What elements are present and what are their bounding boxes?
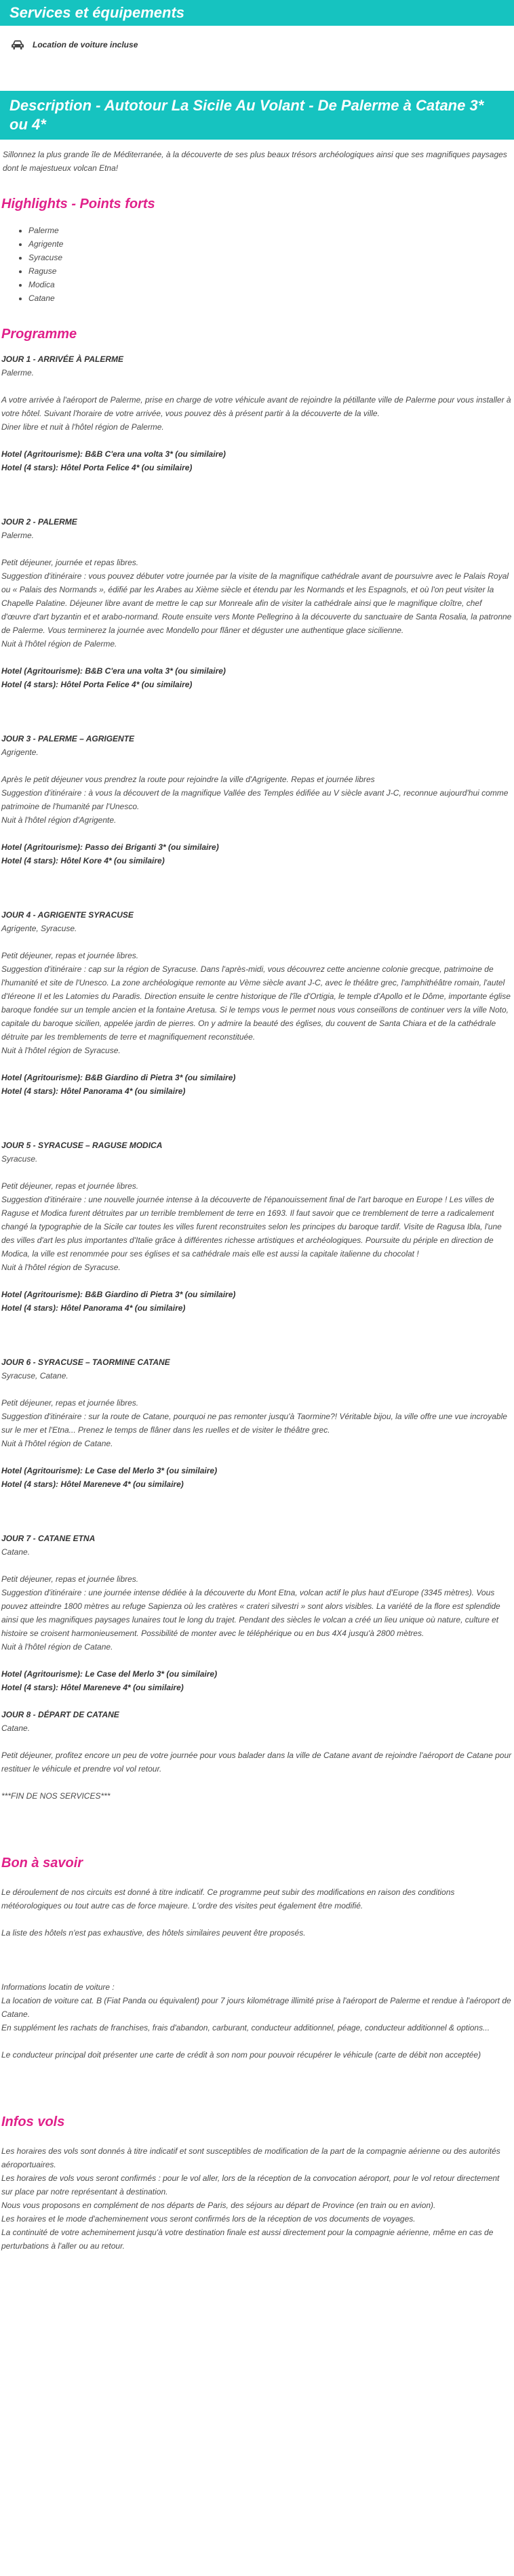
- day-title: JOUR 6 - SYRACUSE – TAORMINE CATANE: [1, 1357, 170, 1367]
- content: [0, 148, 514, 2253]
- list-item: • Modica: [28, 278, 513, 291]
- programme-heading: Programme: [1, 327, 77, 342]
- day-place: Syracuse, Catane.: [1, 1371, 68, 1381]
- day-spacer: [1, 474, 513, 502]
- service-item: [11, 37, 514, 53]
- programme-end: ***FIN DE NOS SERVICES***: [1, 1791, 111, 1801]
- day-hotels: [1, 1667, 513, 1694]
- programme-day: [1, 732, 513, 867]
- day-title: JOUR 4 - AGRIGENTE SYRACUSE: [1, 910, 134, 920]
- bon-a-savoir-p4: Le conducteur principal doit présenter une carte de crédit à son nom pour pouvoir récupérer le véhicule (carte de débit non acceptée): [1, 2050, 481, 2060]
- day-description: Petit déjeuner, profitez encore un peu de votre journée pour vous balader dans la ville de Catane avant de rejoindre l'aéroport de Catane pour restituer le véhicule et prendre vol vol retour.: [1, 1751, 512, 1774]
- day-description: Après le petit déjeuner vous prendrez la route pour rejoindre la ville d'Agrigente. Repas et journée libres Suggestion d'itinéraire : à vous la découvert de la magnifique Vallée des Temples édifiée au V siècle avant J-C, reconnue aujourd'hui comme patrimoine de l'humanité par l'Unesco. Nuit à l'hôtel région d'Agrigente.: [1, 775, 509, 825]
- hotel-agritourisme: Hotel (Agritourisme): Le Case del Merlo 3* (ou similaire): [1, 1669, 218, 1679]
- day-place: Agrigente, Syracuse.: [1, 924, 77, 933]
- hotel-agritourisme: Hotel (Agritourisme): B&B Giardino di Pietra 3* (ou similaire): [1, 1073, 236, 1082]
- hotel-agritourisme: Hotel (Agritourisme): Le Case del Merlo 3* (ou similaire): [1, 1466, 218, 1475]
- day-title: JOUR 3 - PALERME – AGRIGENTE: [1, 734, 135, 743]
- day-place: Syracuse.: [1, 1154, 38, 1164]
- services-heading: Services et équipements: [0, 0, 514, 26]
- programme-day: [1, 515, 513, 691]
- hotel-4-stars: Hotel (4 stars): Hôtel Panorama 4* (ou similaire): [1, 1086, 186, 1096]
- day-title: JOUR 7 - CATANE ETNA: [1, 1534, 96, 1543]
- day-place: Palerme.: [1, 368, 35, 377]
- day-description: Petit déjeuner, repas et journée libres. Suggestion d'itinéraire : une journée intense dédiée à la découverte du Mont Etna, volcan actif le plus haut d'Europe (3345 mètres). Vous pouvez atteindre 1800 mètres au refuge Sapienza où les cratères « crateri silvestri » sont alors visibles. La variété de la flore est splendide ainsi que les magnifiques paysages lunaires tout le long du trajet. Pendant des siècles le volcan a créé un lieu unique où nature, culture et histoire se croisent harmonieusement. Possibilité de monter avec le téléphérique ou en bus 4X4 jusqu'à 2800 mètres. Nuit à l'hôtel région de Catane.: [1, 1574, 500, 1652]
- list-item: • Catane: [28, 291, 513, 305]
- list-item: • Syracuse: [28, 251, 513, 264]
- day-spacer: [1, 867, 513, 895]
- day-spacer: [1, 691, 513, 718]
- programme-day: [1, 1355, 513, 1491]
- hotel-agritourisme: Hotel (Agritourisme): B&B Giardino di Pietra 3* (ou similaire): [1, 1290, 236, 1299]
- infos-vols-p1: Les horaires des vols sont donnés à titre indicatif et sont susceptibles de modification de la part de la compagnie aérienne ou des autorités aéroportuaires. Les horaires de vols vous seront confirmés : pour le vol aller, lors de la réception de la convocation aéroport, pour le vol retour directement sur place par notre représentant à destination. Nous vous proposons en complément de nos départs de Paris, des séjours au départ de Province (en train ou en avion). Les horaires et le mode d'acheminement vous seront confirmés lors de la réception de vos documents de voyages. La continuité de votre acheminement jusqu'à votre destination finale est aussi directement pour la compagnie aérienne, même en cas de perturbations à l'aller ou au retour.: [1, 2146, 500, 2251]
- description-heading: Description - Autotour La Sicile Au Volant - De Palerme à Catane 3* ou 4*: [0, 91, 514, 140]
- car-icon: [11, 38, 24, 52]
- bon-a-savoir-p3: Informations locatin de voiture : La location de voiture cat. B (Fiat Panda ou équivalent) pour 7 jours kilométrage illimité prise à l'aéroport de Palerme et rendue à l'aéroport de Catane. En supplément les rachats de franchises, frais d'abandon, carburant, conducteur additionnel, péage, conducteur additionnel & options...: [1, 1982, 511, 2032]
- bon-a-savoir-heading: Bon à savoir: [1, 1856, 83, 1870]
- hotel-4-stars: Hotel (4 stars): Hôtel Panorama 4* (ou similaire): [1, 1303, 186, 1313]
- programme-day: [1, 352, 513, 474]
- bon-a-savoir-p2: La liste des hôtels n'est pas exhaustive, des hôtels similaires peuvent être proposés.: [1, 1928, 306, 1938]
- programme-day: [1, 908, 513, 1098]
- day-hotels: [1, 1464, 513, 1491]
- day-hotels: [1, 1288, 513, 1315]
- day-description: Petit déjeuner, repas et journée libres. Suggestion d'itinéraire : sur la route de Catane, pourquoi ne pas remonter jusqu'à Taormine?! Véritable bijou, la ville offre une vue incroyable sur le mer et l'Etna... Prenez le temps de flâner dans les ruelles et de visiter le théâtre grec. Nuit à l'hôtel région de Catane.: [1, 1398, 507, 1448]
- list-item: • Palerme: [28, 224, 513, 237]
- programme-day: [1, 1139, 513, 1315]
- programme-day: [1, 1532, 513, 1694]
- highlights-list: [1, 224, 513, 305]
- day-place: Catane.: [1, 1547, 31, 1557]
- day-description: Petit déjeuner, journée et repas libres. Suggestion d'itinéraire : vous pouvez débuter votre journée par la visite de la magnifique cathédrale avant de poursuivre avec le Palais Royal ou « Palais des Normands », édifié par les Arabes au Xième siècle et étendu par les Normands et les Espagnols, et où l'on peut visiter la Chapelle Palatine. Déjeuner libre avant de mettre le cap sur Monreale afin de visiter la cathédrale ainsi que le magnifique cloître, chef d'œuvre d'art byzantin et et arabo-normand. Route ensuite vers Monte Pellegrino à la découverte du sanctuaire de Santa Rosalia, la patronne de Palerme. Vous terminerez la journée avec Mondello pour flâner et déguster une authentique glace sicilienne. Nuit à l'hôtel région de Palerme.: [1, 558, 512, 649]
- hotel-4-stars: Hotel (4 stars): Hôtel Kore 4* (ou similaire): [1, 856, 165, 865]
- programme-days: [1, 352, 513, 1776]
- day-spacer: [1, 1315, 513, 1342]
- day-place: Agrigente.: [1, 748, 39, 757]
- list-item: • Raguse: [28, 264, 513, 278]
- list-item: • Agrigente: [28, 237, 513, 251]
- hotel-4-stars: Hotel (4 stars): Hôtel Mareneve 4* (ou similaire): [1, 1683, 184, 1692]
- day-place: Palerme.: [1, 531, 35, 540]
- day-hotels: [1, 840, 513, 867]
- day-spacer: [1, 1491, 513, 1518]
- day-place: Catane.: [1, 1723, 31, 1733]
- day-hotels: [1, 664, 513, 691]
- hotel-agritourisme: Hotel (Agritourisme): Passo dei Briganti 3* (ou similaire): [1, 842, 219, 852]
- infos-vols-heading: Infos vols: [1, 2114, 65, 2129]
- hotel-agritourisme: Hotel (Agritourisme): B&B C'era una volta 3* (ou similaire): [1, 449, 226, 459]
- highlights-heading: Highlights - Points forts: [1, 197, 155, 211]
- day-hotels: [1, 447, 513, 474]
- hotel-4-stars: Hotel (4 stars): Hôtel Porta Felice 4* (ou similaire): [1, 463, 193, 472]
- programme-day: [1, 1708, 513, 1776]
- hotel-4-stars: Hotel (4 stars): Hôtel Porta Felice 4* (ou similaire): [1, 680, 193, 689]
- day-title: JOUR 1 - ARRIVÉE À PALERME: [1, 354, 124, 364]
- day-spacer: [1, 1098, 513, 1125]
- day-description: A votre arrivée à l'aéroport de Palerme, prise en charge de votre véhicule avant de rejoindre la pétillante ville de Palerme pour vous installer à votre hôtel. Suivant l'horaire de votre arrivée, vous pouvez dès à présent partir à la découverte de la ville. Diner libre et nuit à l'hôtel région de Palerme.: [1, 395, 511, 432]
- hotel-4-stars: Hotel (4 stars): Hôtel Mareneve 4* (ou similaire): [1, 1479, 184, 1489]
- day-title: JOUR 5 - SYRACUSE – RAGUSE MODICA: [1, 1141, 163, 1150]
- day-hotels: [1, 1071, 513, 1098]
- hotel-agritourisme: Hotel (Agritourisme): B&B C'era una volta 3* (ou similaire): [1, 666, 226, 676]
- day-description: Petit déjeuner, repas et journée libres. Suggestion d'itinéraire : une nouvelle journée intense à la découverte de l'épanouissement final de l'art baroque en Europe ! Les villes de Raguse et Modica furent détruites par un terrible tremblement de terre en 1693. Il faut savoir que ce tremblement de terre a radicalement changé la typographie de la Sicile car toutes les villes furent reconstruites selon les principes du baroque tardif. Visite de Ragusa Ibla, l'une des villes d'art les plus importantes d'Italie grâce à différentes richesse artistiques et archéologiques. Poursuite du périple en direction de Modica, la ville est renommée pour ses églises et sa cathédrale mais elle est aussi la capitale italienne du chocolat ! Nuit à l'hôtel région de Syracuse.: [1, 1181, 502, 1272]
- day-title: JOUR 8 - DÉPART DE CATANE: [1, 1710, 119, 1719]
- day-title: JOUR 2 - PALERME: [1, 517, 77, 527]
- description-intro: Sillonnez la plus grande île de Méditerranée, à la découverte de ses plus beaux trésors archéologiques ainsi que ses magnifiques paysages dont le majestueux volcan Etna!: [3, 150, 507, 173]
- bon-a-savoir-p1: Le déroulement de nos circuits est donné à titre indicatif. Ce programme peut subir des modifications en raison des conditions météorologiques ou tout autre cas de force majeure. L'ordre des visites peut également être modifié.: [1, 1887, 455, 1910]
- service-label-car-rental: Location de voiture incluse: [33, 40, 138, 49]
- day-description: Petit déjeuner, repas et journée libres. Suggestion d'itinéraire : cap sur la région de Syracuse. Dans l'après-midi, vous découvrez cette ancienne colonie grecque, patrimoine de l'humanité et site de l'Unesco. La zone archéologique remonte au Vème siècle avant J-C, avec le théâtre grec, l'amphithéâtre romain, l'autel d'Iéreone II et les Latomies du Paradis. Direction ensuite le centre historique de l'île d'Ortigia, le temple d'Apollo et le Dôme, importante église baroque fondée sur un temple ancien et la fontaine Aretusa. Si le temps vous le permet nous vous conseillons de continuer vers la ville Noto, capitale du baroque sicilien, appelée jardin de pierres. On y admire la beauté des églises, du couvent de Santa Chiara et de la cathédrale détruite par les tremblements de terre et magnifiquement reconstituée. Nuit à l'hôtel région de Syracuse.: [1, 951, 511, 1055]
